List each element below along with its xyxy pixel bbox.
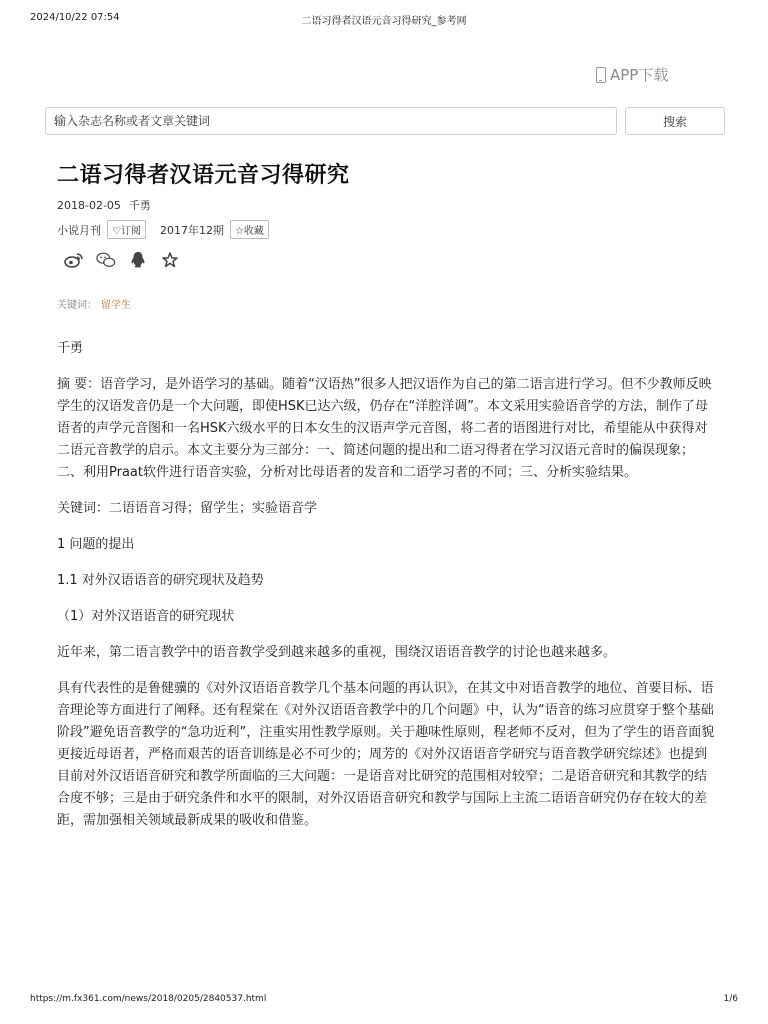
- star-icon[interactable]: [160, 250, 180, 270]
- keywords-line: [57, 296, 131, 311]
- share-bar: [64, 250, 180, 270]
- keywords-paragraph: 关键词：二语语音习得；留学生；实验语音学: [57, 501, 318, 516]
- keywords-label: 关键词：: [57, 300, 97, 311]
- subscribe-button[interactable]: ♡订阅: [107, 220, 146, 239]
- subsubsection-heading: （1）对外汉语语音的研究现状: [57, 609, 235, 624]
- author-link[interactable]: 千勇: [128, 199, 151, 212]
- print-datetime: 2024/10/22 07:54: [30, 12, 120, 23]
- body-paragraph: 近年来，第二语言教学中的语音教学受到越来越多的重视，围绕汉语语音教学的讨论也越来越多。: [57, 645, 617, 660]
- app-download-label: APP下载: [610, 66, 669, 84]
- wechat-icon[interactable]: [96, 250, 116, 270]
- phone-icon: [596, 67, 606, 83]
- print-page-title: 二语习得者汉语元音习得研究_参考网: [301, 16, 467, 27]
- search-input[interactable]: [45, 107, 617, 135]
- subsection-heading: 1.1 对外汉语语音的研究现状及趋势: [57, 573, 264, 588]
- abstract-paragraph: 摘 要：语音学习，是外语学习的基础。随着“汉语热”很多人把汉语作为自己的第二语言进行学习。但不少教师反映学生的汉语发音仍是一个大问题，即使HSK已达六级，仍存在“洋腔洋调”。本文采用实验语音学的方法，制作了母语者的声学元音图和一名HSK六级水平的日本女生的汉语声学元音图，将二者的语图进行对比，希望能从中获得对二语元音教学的启示。本文主要分为三部分：一、简述问题的提出和二语习得者在学习汉语元音时的偏误现象；二、利用Praat软件进行语音实验，分析对比母语者的发音和二语学习者的不同；三、分析实验结果。: [57, 377, 712, 480]
- journal-info: [57, 220, 269, 239]
- publish-date: 2018-02-05: [57, 199, 121, 212]
- favorite-button[interactable]: ☆收藏: [230, 220, 269, 239]
- weibo-icon[interactable]: [64, 250, 84, 270]
- footer-url: https://m.fx361.com/news/2018/0205/2840537.html: [30, 994, 267, 1004]
- journal-name[interactable]: 小说月刊: [57, 223, 101, 237]
- journal-issue[interactable]: 2017年12期: [159, 223, 224, 237]
- footer-page-number: 1/6: [723, 994, 738, 1004]
- keyword-link[interactable]: 留学生: [101, 300, 131, 311]
- body-paragraph: 具有代表性的是鲁健骥的《对外汉语语音教学几个基本问题的再认识》，在其文中对语音教学的地位、首要目标、语音理论等方面进行了阐释。还有程棠在《对外汉语语音教学中的几个问题》中，认为“语音的练习应贯穿于整个基础阶段”避免语音教学的“急功近利”，注重实用性教学原则。关于趣味性原则，程老师不反对，但为了学生的语音面貌更接近母语者，严格而艰苦的语音训练是必不可少的；周芳的《对外汉语语音学研究与语音教学研究综述》也提到目前对外汉语语音研究和教学所面临的三大问题：一是语音对比研究的范围相对较窄；二是语音研究和其教学的结合度不够；三是由于研究条件和水平的限制，对外汉语语音研究和教学与国际上主流二语语音研究仍存在较大的差距，需加强相关领域最新成果的吸收和借鉴。: [57, 681, 715, 828]
- qq-icon[interactable]: [128, 250, 148, 270]
- article-title: 二语习得者汉语元音习得研究: [57, 163, 350, 188]
- search-button[interactable]: 搜索: [625, 107, 725, 135]
- app-download-link[interactable]: [596, 64, 668, 85]
- section-heading: 1 问题的提出: [57, 537, 135, 552]
- byline-paragraph: 千勇: [57, 341, 84, 356]
- article-body: [57, 338, 717, 846]
- article-date-author: [57, 197, 151, 213]
